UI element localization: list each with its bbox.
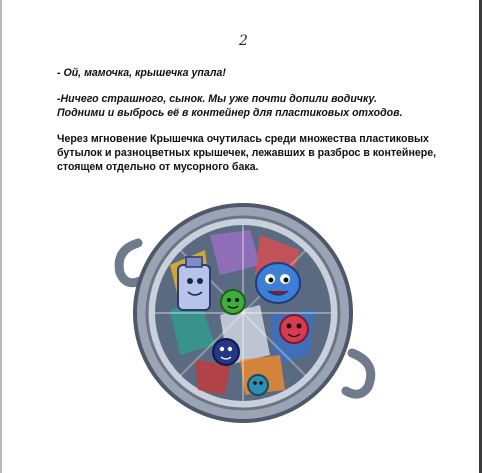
- green-cap-character: [221, 290, 245, 314]
- red-cap-character: [280, 315, 308, 343]
- paragraph-line: - Ой, мамочка, крышечка упала!: [57, 67, 226, 79]
- bottle-character: [178, 257, 210, 310]
- recycling-container-illustration: [110, 195, 380, 465]
- paragraph-line: бутылок и разноцветных крышечек, лежавших в разброс в контейнере,: [57, 147, 437, 159]
- page-left-edge: [0, 0, 2, 473]
- container-handle-right: [346, 353, 371, 394]
- container-handle-left: [119, 243, 140, 283]
- paragraph-line: стоящем отдельно от мусорного бака.: [57, 161, 259, 173]
- paragraph-line: Подними и выбрось её в контейнер для пластиковых отходов.: [57, 107, 403, 119]
- teal-cap-character: [248, 375, 268, 395]
- navy-cap-character: [213, 339, 239, 365]
- page-number: 2: [239, 33, 248, 49]
- paragraph-line: Через мгновение Крышечка очутилась среди множества пластиковых: [57, 133, 429, 145]
- paragraph-line: -Ничего страшного, сынок. Мы уже почти допили водичку.: [57, 93, 377, 105]
- blue-cap-character: [256, 263, 300, 303]
